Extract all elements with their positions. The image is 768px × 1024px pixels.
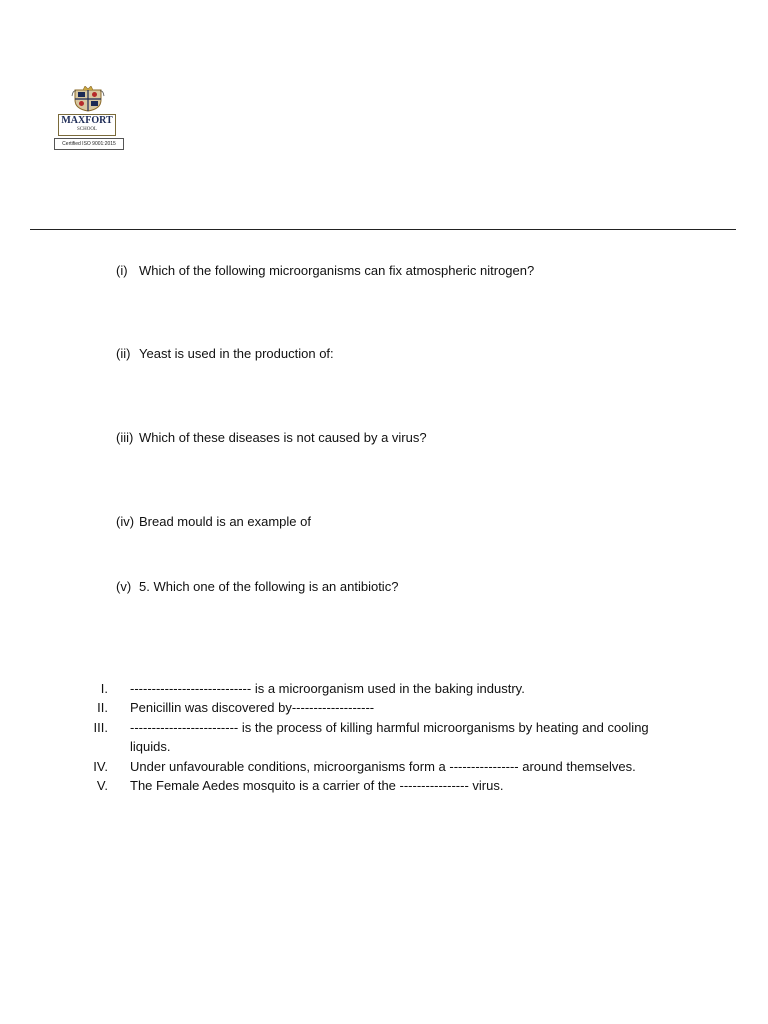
list-item [80,679,680,698]
mcq-text: Yeast is used in the production of: [139,346,334,361]
mcq-text: Which of the following microorganisms can fix atmospheric nitrogen? [139,263,535,278]
list-item [80,718,680,757]
item-text: ------------------------- is the process of killing harmful microorganisms by heating and cooling liquids. [130,719,649,755]
list-item [80,776,680,795]
mcq-question-2 [116,346,334,362]
list-item [80,698,680,717]
crest-icon [71,86,105,112]
item-number: II. [97,700,108,716]
logo-name-box [58,114,116,136]
mcq-number: (v) [116,579,132,594]
fill-in-blanks-list [80,679,680,795]
item-text: Under unfavourable conditions, microorganisms form a ---------------- around themselves. [130,758,636,774]
mcq-text: Which of these diseases is not caused by a virus? [139,430,427,445]
logo-school-name: MAXFORT [61,115,113,126]
mcq-number: (iv) [116,514,135,529]
mcq-number: (ii) [116,346,131,361]
item-number: III. [93,719,108,735]
item-text: Penicillin was discovered by------------------- [130,700,375,716]
item-text: The Female Aedes mosquito is a carrier of the ---------------- virus. [130,778,504,794]
mcq-question-5 [116,579,398,595]
item-number: IV. [93,758,108,774]
item-number: V. [96,778,108,794]
mcq-text: 5. Which one of the following is an antibiotic? [139,579,399,594]
item-number: I. [100,681,108,696]
mcq-text: Bread mould is an example of [139,514,311,529]
mcq-question-4 [116,514,311,530]
mcq-number: (iii) [116,430,134,445]
school-logo [54,86,124,152]
logo-certification: Certified ISO 9001:2015 [54,138,124,150]
mcq-question-1 [116,263,534,279]
header-divider [30,229,736,230]
item-text: ---------------------------- is a microorganism used in the baking industry. [130,681,525,696]
logo-school-sub: SCHOOL [76,127,97,132]
mcq-number: (i) [116,263,128,278]
list-item [80,757,680,776]
mcq-question-3 [116,430,427,446]
